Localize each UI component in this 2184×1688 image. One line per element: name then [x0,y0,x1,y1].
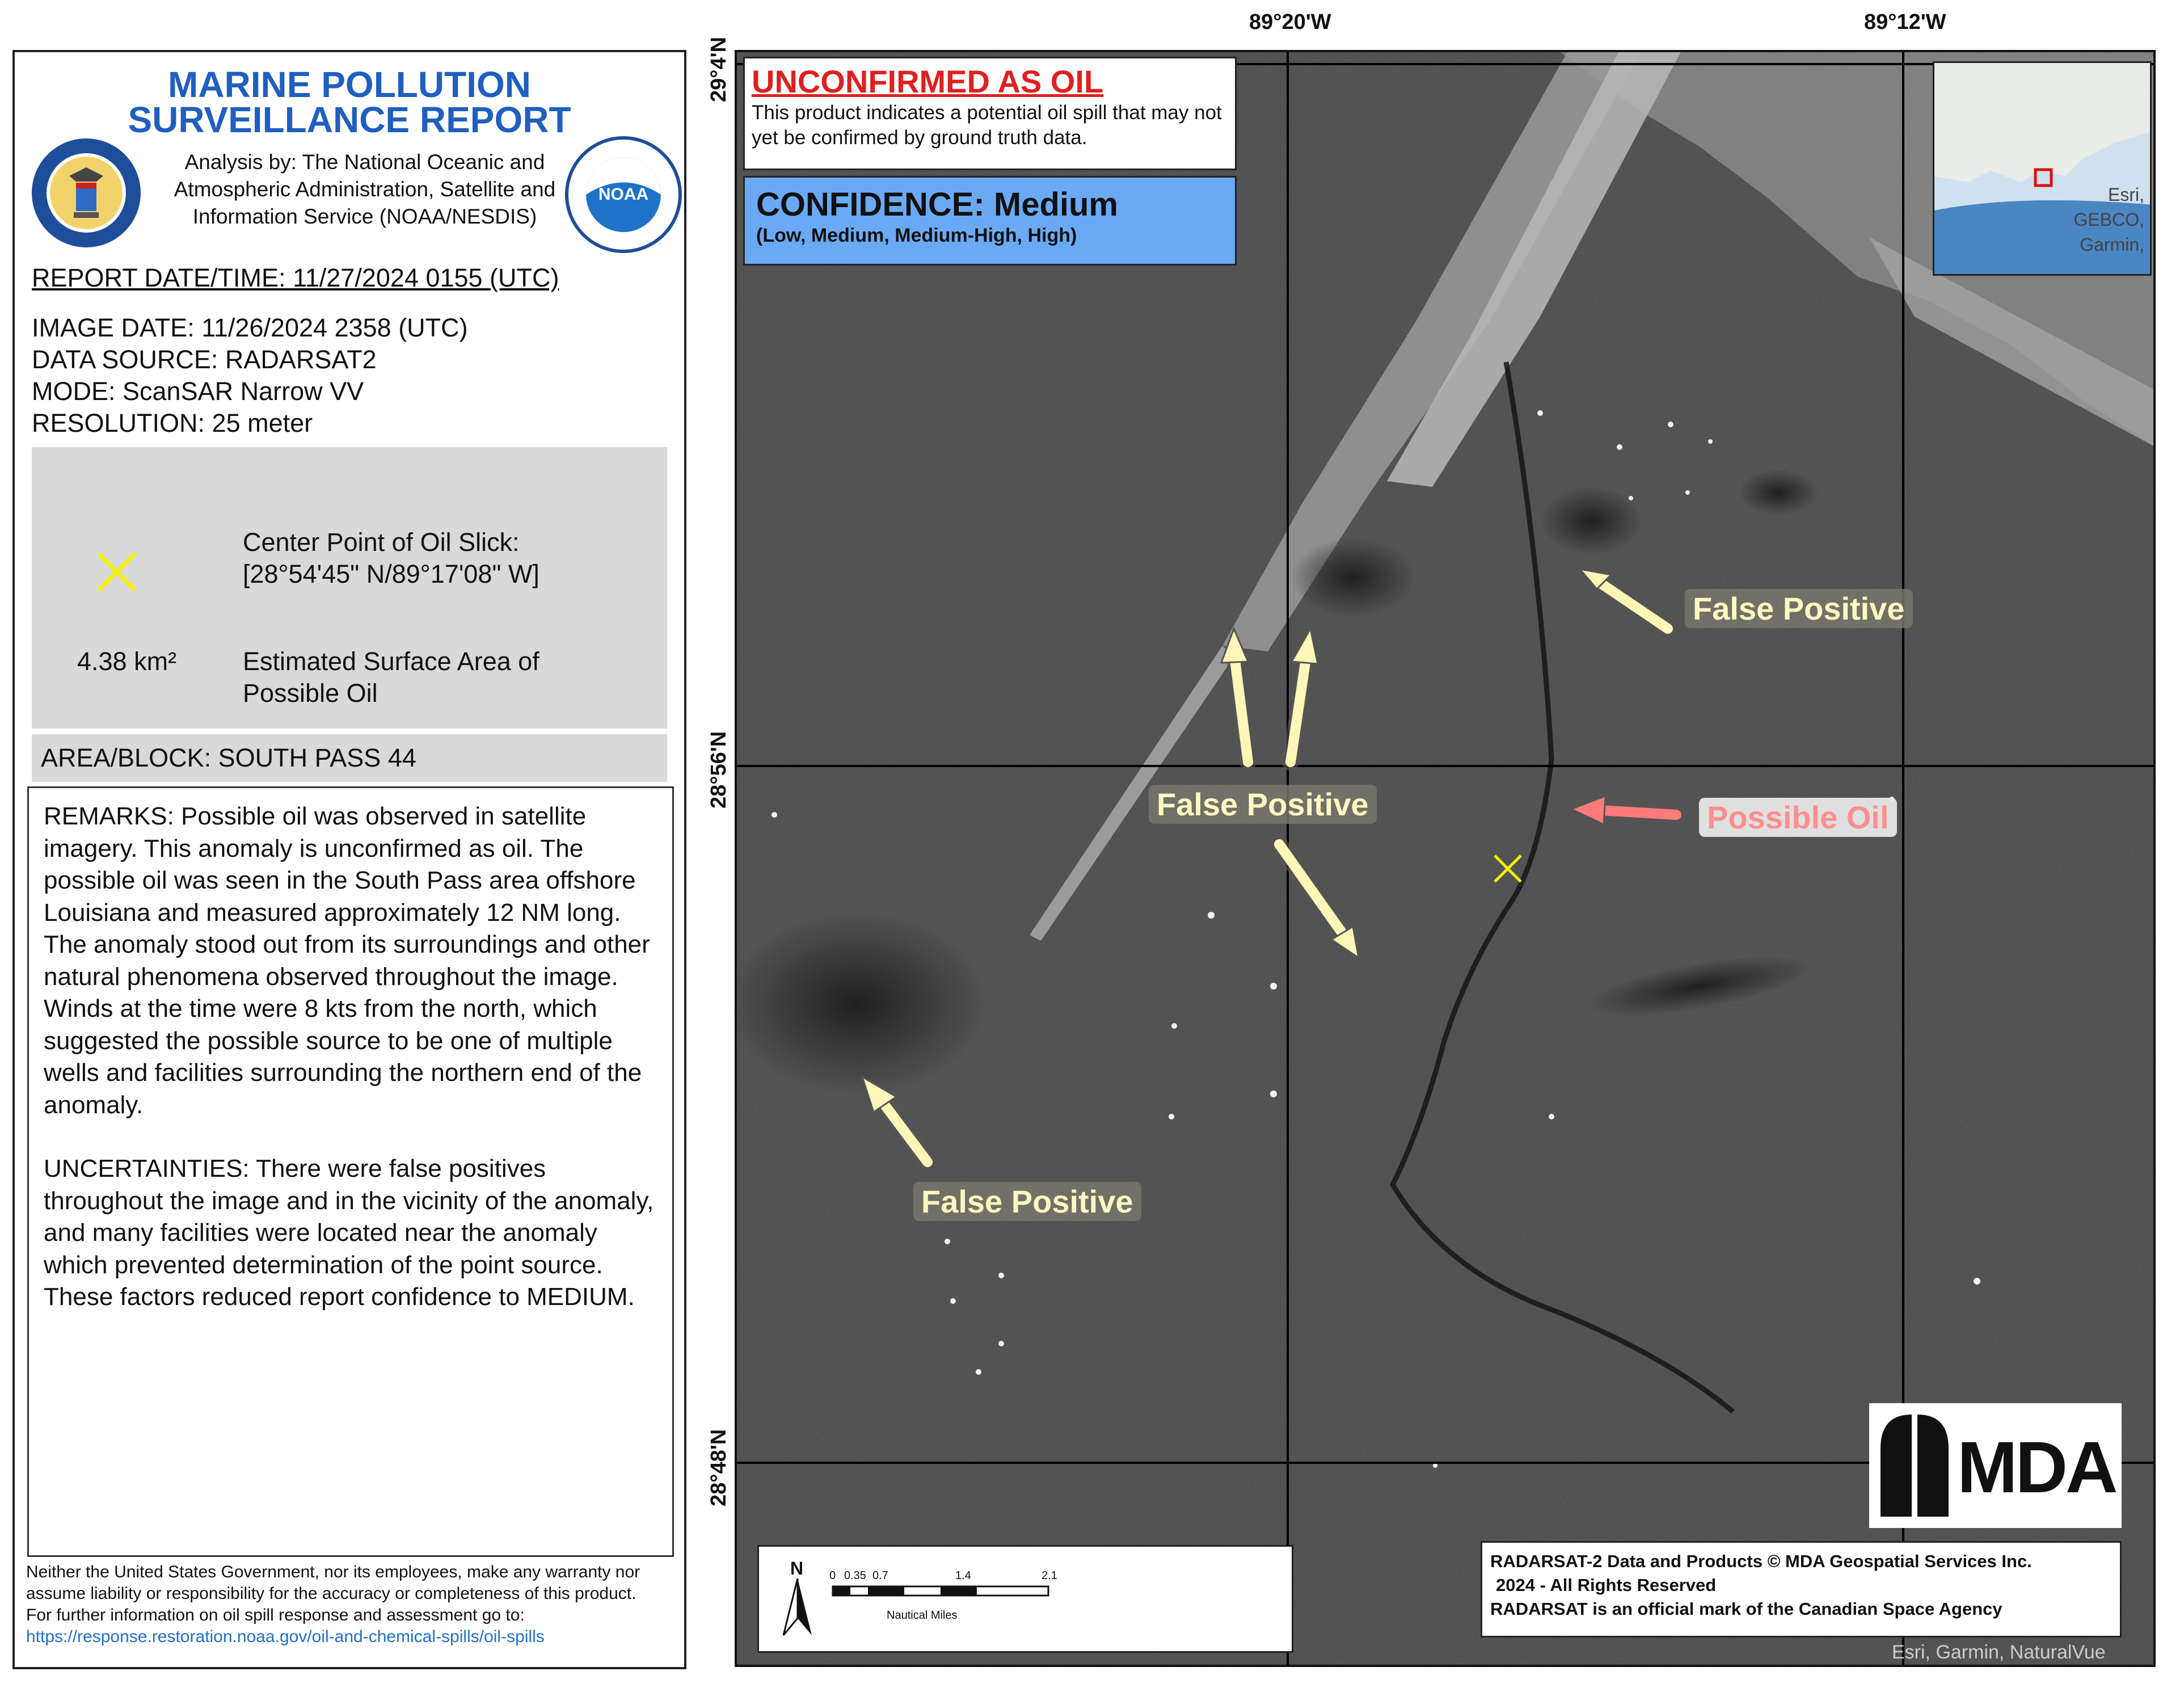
scale-tick-1: 0.35 [844,1569,866,1582]
resolution: RESOLUTION: 25 meter [32,409,313,437]
scale-tick-4: 2.1 [1042,1569,1057,1582]
noaa-seal-icon [565,136,682,253]
legend-box [32,447,667,729]
copyright-line1: RADARSAT-2 Data and Products © MDA Geospatial Services Inc. [1490,1551,2032,1571]
center-point-value: [28°54'45" N/89°17'08" W] [243,559,539,588]
unconfirmed-title: UNCONFIRMED AS OIL [752,64,1104,99]
uncertainties-text: UNCERTAINTIES: There were false positives throughout the image and in the vicinity of the anomaly, and many facilities were located near the anomaly which prevented determination of the point source. These factors reduced report confidence to MEDIUM. [44,1155,654,1311]
north-label: N [790,1558,804,1578]
map-frame [735,50,2156,1667]
remarks-box [27,786,674,1557]
fp-label-3: False Positive [913,1182,1141,1221]
lat-label-3: 28°48'N [707,1429,731,1506]
further-info [26,1605,678,1648]
image-date: IMAGE DATE: 11/26/2024 2358 (UTC) [32,313,468,342]
inset-credit-3: Garmin, [2080,234,2144,255]
area-block-box [32,734,667,782]
report-title-line2: SURVEILLANCE REPORT [128,99,571,140]
lat-label-1: 29°4'N [707,36,731,102]
noaa-seal-label: NOAA [598,185,649,204]
area-value: 4.38 km² [77,647,177,676]
lat-label-2: 28°56'N [707,731,731,809]
possible-oil-label: Possible Oil [1699,798,1897,837]
confidence-title: CONFIDENCE: Medium [756,186,1118,223]
remarks-text: REMARKS: Possible oil was observed in satellite imagery. This anomaly is unconfirmed as oil. The possible oil was seen in the South Pass area offshore Louisiana and measured approximately 12 NM long. The anomaly stood out from its surroundings and other natural phenomena observed throughout the image. Winds at the time were 8 kts from the north, which suggested the possible source to be one of multiple wells and facilities surrounding the northern end of the anomaly. [44,802,650,1119]
fp-label-2: False Positive [1149,785,1377,824]
disclaimer-text: Neither the United States Government, nor its employees, make any warranty nor assume liability or responsibility for the accuracy or completeness of this product. [26,1563,640,1603]
doc-seal-icon [29,136,143,250]
report-datetime: REPORT DATE/TIME: 11/27/2024 0155 (UTC) [32,263,559,292]
oil-spill-link[interactable]: https://response.restoration.noaa.gov/oil-and-chemical-spills/oil-spills [26,1627,545,1646]
sensor-mode: MODE: ScanSAR Narrow VV [32,377,364,406]
data-source: DATA SOURCE: RADARSAT2 [32,345,377,374]
scale-tick-3: 1.4 [955,1569,971,1582]
inset-credit-1: Esri, [2108,184,2144,205]
lon-label-1: 89°20'W [1249,10,1331,34]
confidence-scale: (Low, Medium, Medium-High, High) [756,225,1077,246]
report-title-line1: MARINE POLLUTION [168,64,531,105]
basemap-credit: Esri, Garmin, NaturalVue [1892,1641,2106,1663]
disclaimer [26,1561,678,1648]
inset-credit-2: GEBCO, [2073,209,2144,230]
area-block: AREA/BLOCK: SOUTH PASS 44 [41,743,416,772]
center-point-marker-icon [94,549,140,595]
sar-map[interactable] [735,50,2156,1667]
further-info-text: For further information on oil spill response and assessment go to: [26,1606,525,1624]
fp-label-1: False Positive [1685,589,1913,628]
analysis-by: Analysis by: The National Oceanic and Atmospheric Administration, Satellite and Information Service (NOAA/NESDIS) [174,150,556,228]
copyright-line2: 2024 - All Rights Reserved [1496,1575,1717,1595]
area-label: Estimated Surface Area of Possible Oil [243,647,539,708]
report-panel [12,50,686,1669]
scale-tick-0: 0 [829,1569,836,1582]
lon-label-2: 89°12'W [1864,10,1946,34]
scale-units: Nautical Miles [887,1609,958,1622]
mda-logo-text: MDA [1957,1427,2116,1508]
copyright-line3: RADARSAT is an official mark of the Canadian Space Agency [1490,1599,2002,1619]
center-point-label: Center Point of Oil Slick: [243,528,520,557]
unconfirmed-text: This product indicates a potential oil spill that may not yet be confirmed by ground truth data. [752,102,1222,149]
scale-tick-2: 0.7 [872,1569,888,1582]
